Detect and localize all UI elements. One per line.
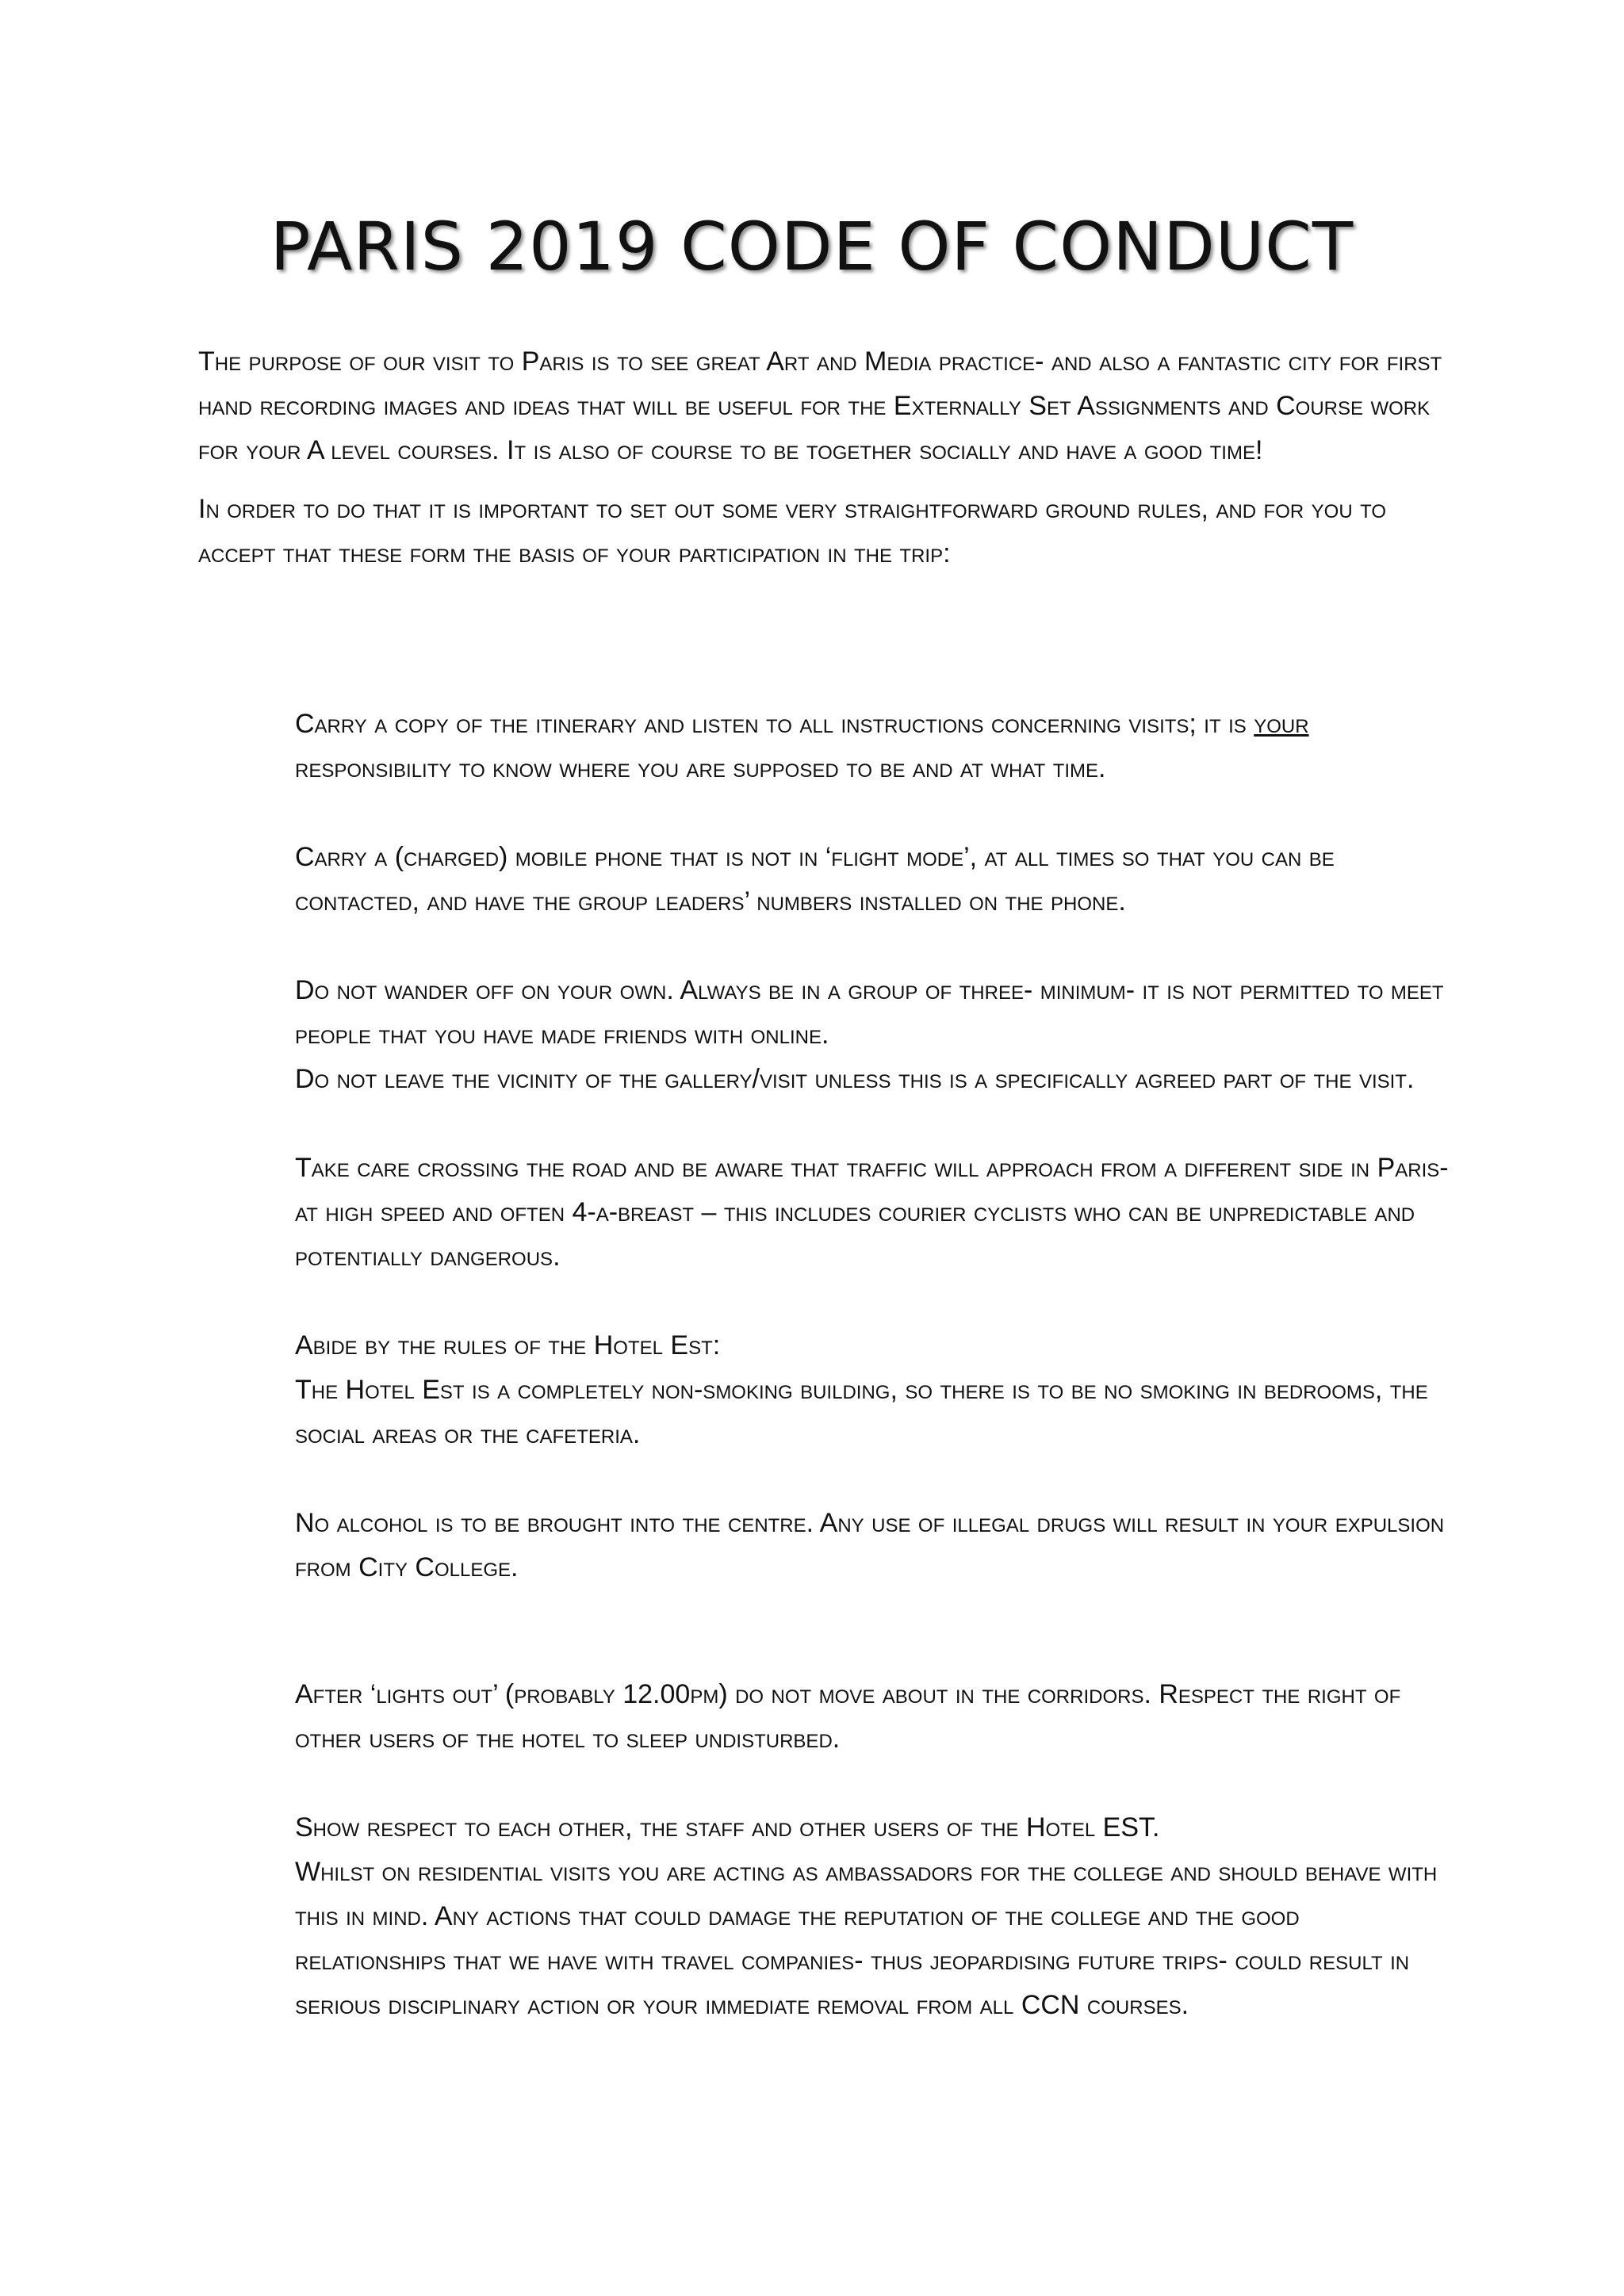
rule-itinerary-text-end: responsibility to know where you are supposed to be and at what time. [295,753,1106,783]
rule-itinerary-text-start: Carry a copy of the itinerary and listen to all instructions concerning visits; it is [295,709,1254,739]
rule-hotel-smoking-text: The Hotel Est is a completely non-smoking building, so there is to be no smoking in bedrooms, the social areas or the cafeteria. [295,1375,1428,1449]
intro-ground-rules-paragraph: In order to do that it is important to set out some very straightforward ground rules, and for you to accept that these form the basis of your participation in the trip: [198,494,1387,568]
rule-vicinity-text: Do not leave the vicinity of the gallery/visit unless this is a specifically agreed part of the visit. [295,1064,1415,1094]
rule-hotel [295,1323,1453,1456]
rule-road-safety-text: Take care crossing the road and be aware that traffic will approach from a different side in Paris- at high speed and often 4-a-breast – this includes courier cyclists who can be unpredictable and potentially dangerous. [295,1153,1449,1272]
rule-mobile-phone-text: Carry a (charged) mobile phone that is not in ‘flight mode’, at all times so that you can be contacted, and have the group leaders’ numbers installed on the phone. [295,842,1335,916]
rule-respect [295,1805,1453,2027]
rule-itinerary-text [295,702,1453,790]
rule-itinerary-emphasis: your [1254,709,1309,739]
rule-lights-out [295,1672,1453,1761]
rule-groups-text: Do not wander off on your own. Always be in a group of three- minimum- it is not permitted to meet people that you have made friends with online. [295,975,1444,1050]
rule-hotel-heading: Abide by the rules of the Hotel Est: [295,1330,721,1360]
rule-alcohol [295,1501,1453,1590]
rule-lights-out-text: After ‘lights out’ (probably 12.00pm) do not move about in the corridors. Respect the right of other users of the hotel to sleep undisturbed. [295,1679,1401,1754]
rule-alcohol-text: No alcohol is to be brought into the centre. Any use of illegal drugs will result in your expulsion from City College. [295,1508,1445,1582]
page-title: PARIS 2019 CODE OF CONDUCT [270,208,1354,285]
rules-list [295,702,1453,2072]
rule-road-safety [295,1146,1453,1279]
rule-respect-text: Whilst on residential visits you are acting as ambassadors for the college and should behave with this in mind. Any actions that could damage the reputation of the college and the good relationships that we have with travel companies- thus jeopardising future trips- could result in serious disciplinary action or your immediate removal from all CCN courses. [295,1857,1438,2020]
rule-itinerary [295,702,1453,790]
rule-respect-heading: Show respect to each other, the staff and other users of the Hotel EST. [295,1812,1160,1843]
intro-purpose-paragraph: The purpose of our visit to Paris is to see great Art and Media practice- and also a fantastic city for first hand recording images and ideas that will be useful for the Externally Set Assignments and Course work for your A level courses. It is also of course to be together socially and have a good time! [198,346,1442,465]
rule-groups [295,968,1453,1101]
rule-mobile-phone [295,835,1453,924]
